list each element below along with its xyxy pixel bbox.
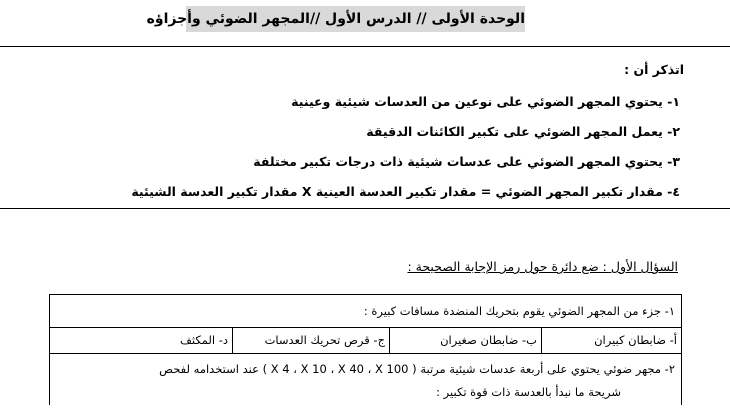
page-title: الوحدة الأولى // الدرس الأول //المجهر الضوئي وأجزاؤه: [186, 6, 525, 32]
option-a[interactable]: أ- ضابطان كبيران: [541, 327, 681, 353]
fact-item: ٣- يحتوي المجهر الضوئي على عدسات شيئية ذات درجات تكبير مختلفة: [253, 154, 680, 169]
fact-item: ١- يحتوي المجهر الضوئي على نوعين من العدسات شيئية وعينية: [291, 94, 680, 109]
divider: [0, 46, 730, 47]
question-text: ٢- مجهر ضوئي يحتوي على أربعة عدسات شيئية مرتبة ( X 4 ، X 10 ، X 40 ، X 100 ) عند استخدامه لفحص: [159, 362, 675, 376]
options-row: [50, 327, 681, 354]
divider: [0, 208, 730, 209]
question-row: [50, 353, 681, 413]
option-d[interactable]: د- المكثف: [180, 333, 228, 347]
option-c[interactable]: ج- قرص تحريك العدسات: [232, 327, 389, 353]
question1-heading: السؤال الأول : ضع دائرة حول رمز الإجابة الصحيحة :: [407, 259, 678, 274]
option-b[interactable]: ب- ضابطان صغيران: [389, 327, 541, 353]
remember-label: اتذكر أن :: [624, 62, 684, 77]
question-row: [50, 295, 681, 328]
question-text: ١- جزء من المجهر الضوئي يقوم بتحريك المنضدة مسافات كبيرة :: [363, 304, 675, 318]
question-text-continued: شريحة ما نبدأ بالعدسة ذات قوة تكبير :: [436, 385, 621, 399]
question-table: [49, 294, 682, 405]
fact-item: ٢- يعمل المجهر الضوئي على تكبير الكائنات الدقيقة: [366, 124, 680, 139]
fact-item: ٤- مقدار تكبير المجهر الضوئي = مقدار تكبير العدسة العينية X مقدار تكبير العدسة الشيئية: [131, 184, 680, 199]
